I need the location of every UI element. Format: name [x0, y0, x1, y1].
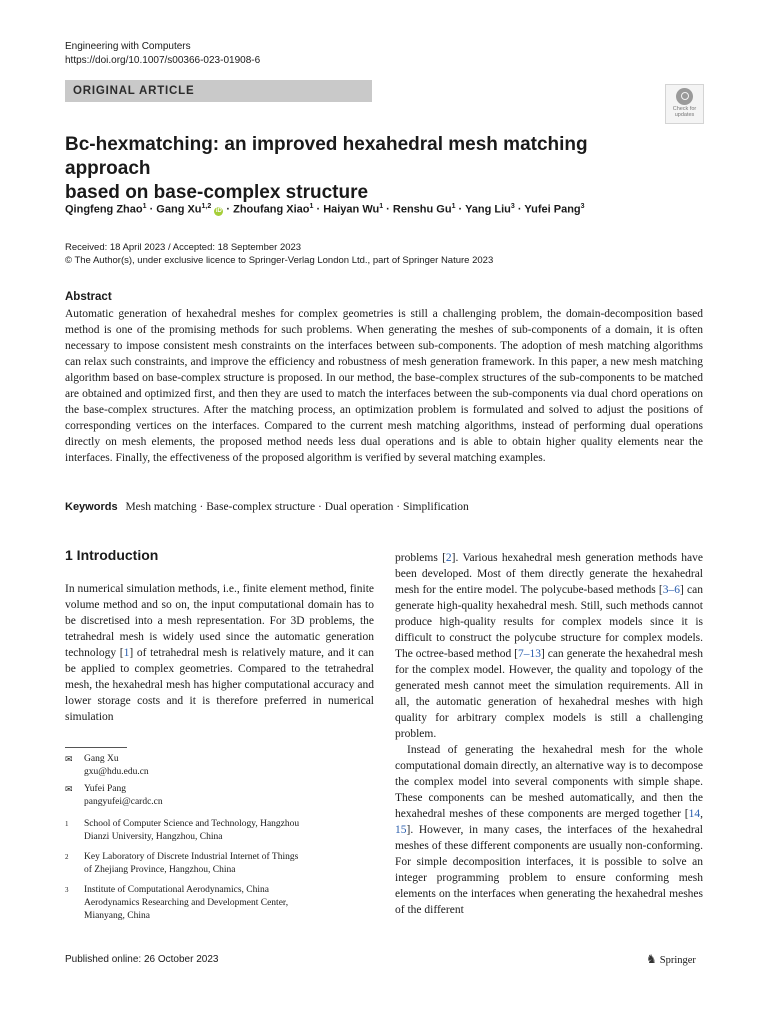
affiliation-number: 3	[65, 886, 69, 894]
citation-link[interactable]: 15	[395, 824, 407, 836]
contact-name: Gang Xu	[84, 754, 119, 764]
article-title	[65, 133, 665, 205]
contact-entry	[65, 753, 365, 779]
affiliation-line: Aerodynamics Researching and Development Center,	[84, 898, 289, 908]
publication-dates	[65, 241, 493, 267]
publisher-name: Springer	[659, 955, 696, 966]
introduction-right-column	[395, 550, 703, 918]
affiliation-line: Key Laboratory of Discrete Industrial Internet of Things	[84, 852, 299, 862]
citation-link[interactable]: 7–13	[518, 648, 541, 660]
title-line-1: Bc-hexmatching: an improved hexahedral mesh matching approach	[65, 134, 588, 179]
author-name[interactable]: Yang Liu	[465, 203, 511, 216]
affiliation-entry	[65, 884, 365, 923]
author-name[interactable]: Renshu Gu	[392, 203, 452, 216]
check-updates-text-2: updates	[674, 112, 695, 118]
body-text: In numerical simulation methods, i.e., finite element method, finite volume method and so on, the input computational domain has to be discretised into a mesh representation. For 3D problems, the tetrahedral mesh is widely used since the automatic generation technology [	[65, 583, 374, 659]
contact-name: Yufei Pang	[84, 784, 126, 794]
keywords-section	[65, 501, 469, 513]
body-text: ] of tetrahedral mesh is relatively mature, and it can be applied to complex geometries. Compared to the tetrahedral mesh, the hexahedral mesh has higher computational accuracy and lower storage costs and it is therefore preferred in numerical simulation	[65, 647, 374, 723]
title-line-2: based on base-complex structure	[65, 182, 369, 203]
author-name[interactable]: Qingfeng Zhao	[65, 203, 143, 216]
paragraph	[395, 550, 703, 742]
author-name[interactable]: Haiyan Wu	[323, 203, 380, 216]
journal-header	[65, 40, 260, 68]
check-updates-icon	[676, 88, 693, 105]
envelope-icon: ✉	[65, 754, 73, 764]
body-text: ] can generate high-quality hexahedral mesh. Still, such methods cannot produce high-quality results for complex models since it is difficult to construct the polycube structure for complex models. The octree-based method [	[395, 584, 704, 660]
body-text: Instead of generating the hexahedral mesh for the whole computational domain directly, an alternative way is to decompose the complex model into several components with simple shape. These components can be meshed automatically, and then the hexahedral meshes of these components are merged together [	[395, 744, 703, 820]
body-text: ] can generate the hexahedral mesh for the complex model. However, the quality and topology of the generated mesh cannot meet the simulation requirements. All in all, the automatic generation of hexahedral meshes with high quality for arbitrary complex models is still a challenging problem.	[395, 648, 703, 740]
article-type-label: ORIGINAL ARTICLE	[73, 85, 195, 97]
body-text: problems [	[395, 552, 446, 564]
body-text: ]. However, in many cases, the interfaces of the hexahedral meshes of these different components are usually non-conforming. For simple decomposition interfaces, it is possible to solve an integer programming problem to ensure conforming mesh elements on the interfaces when generating the hexahedral meshes of the different	[395, 824, 703, 916]
author-affiliation: 1	[451, 203, 456, 210]
contact-email[interactable]: pangyufei@cardc.cn	[84, 797, 163, 807]
author-name[interactable]: Zhoufang Xiao	[233, 203, 310, 216]
author-name[interactable]: Yufei Pang	[524, 203, 581, 216]
publisher-logo[interactable]	[646, 952, 696, 967]
body-text: ]. Various hexahedral mesh generation methods have been developed. Most of them directly generate the hexahedral mesh for the entire model. The polycube-based methods [	[395, 552, 703, 596]
doi-link[interactable]: https://doi.org/10.1007/s00366-023-01908-6	[65, 55, 261, 66]
received-accepted-dates: Received: 18 April 2023 / Accepted: 18 September 2023	[65, 242, 302, 253]
published-online-date: Published online: 26 October 2023	[65, 954, 219, 965]
affiliation-line: School of Computer Science and Technology, Hangzhou	[84, 819, 300, 829]
envelope-icon: ✉	[65, 784, 73, 794]
check-for-updates-badge[interactable]	[665, 84, 704, 124]
body-text: ,	[700, 808, 703, 820]
introduction-left-column	[65, 581, 374, 725]
article-type-banner	[65, 80, 372, 102]
introduction-heading: 1 Introduction	[65, 547, 159, 563]
author-affiliation: 3	[580, 203, 585, 210]
orcid-icon[interactable]: iD	[215, 207, 222, 214]
paragraph	[395, 742, 703, 918]
citation-link[interactable]: 2	[445, 552, 452, 564]
springer-horse-icon: ♞	[646, 952, 657, 966]
citation-link[interactable]: 1	[123, 647, 130, 659]
abstract-heading: Abstract	[65, 291, 112, 303]
author-affiliation: 3	[510, 203, 515, 210]
author-list: Qingfeng Zhao$^1$ · Gang Xu$^{1,2}$ iD · Zhoufang Xiao$^1$ · Haiyan $Wu^1$ · Renshu $Gu^1$ · Yang Liu$^3$ · Yufei Pang$^3$	[65, 203, 585, 216]
author-affiliation: 1,2	[201, 203, 212, 210]
abstract-text: Automatic generation of hexahedral meshes for complex geometries is still a challenging problem, the domain-decomposition based method is one of the promising methods for such problems. When generating the meshes of sub-components of a domain, it is often necessary to impose consistent mesh constraints on the interfaces between sub-components. The adoption of mesh matching algorithms can relax such constraints, and improve the efficiency and robustness of mesh generation framework. In this paper, a new mesh matching algorithm based on base-complex structure is proposed. In our method, the base-complex structures of the sub-components to be matched are obtained and optimized first, and then they are used to match the interfaces between the sub-components via dual chord operations on the base-complex structures. After the matching process, an optimization problem is formulated and solved to adjust the positions of corresponding vertices on the interfaces. Compared to the current mesh matching algorithms, instead of performing dual operations directly on mesh elements, the proposed method needs less dual operations and is able to obtain higher quality elements near the interfaces. Finally, the effectiveness of the proposed algorithm is verified by several matching examples.	[65, 308, 703, 464]
affiliation-entry	[65, 851, 365, 877]
check-updates-text-1: Check for	[672, 106, 697, 112]
copyright-notice: © The Author(s), under exclusive licence to Springer-Verlag London Ltd., part of Springer Nature 2023	[65, 255, 494, 266]
affiliation-number: 1	[65, 820, 69, 828]
affiliation-line: Institute of Computational Aerodynamics, China	[84, 885, 269, 895]
affiliation-line: of Zhejiang Province, Hangzhou, China	[84, 865, 236, 875]
keywords-label: Keywords	[65, 501, 118, 513]
journal-name: Engineering with Computers	[65, 41, 191, 52]
footnotes	[65, 753, 365, 923]
keywords-text: Mesh matching · Base-complex structure · Dual operation · Simplification	[125, 501, 469, 513]
affiliation-number: 2	[65, 853, 69, 861]
citation-link[interactable]: 14	[688, 808, 701, 820]
author-affiliation: 1	[379, 203, 384, 210]
affiliation-entry	[65, 818, 365, 844]
contact-email[interactable]: gxu@hdu.edu.cn	[84, 767, 149, 777]
contact-entry	[65, 783, 365, 809]
author-name[interactable]: Gang Xu	[156, 203, 202, 216]
author-affiliation: 1	[142, 203, 147, 210]
citation-link[interactable]: 3–6	[662, 584, 681, 596]
affiliation-line: Mianyang, China	[84, 911, 150, 921]
footnote-divider	[65, 747, 127, 748]
author-affiliation: 1	[309, 203, 314, 210]
affiliation-line: Dianzi University, Hangzhou, China	[84, 832, 223, 842]
